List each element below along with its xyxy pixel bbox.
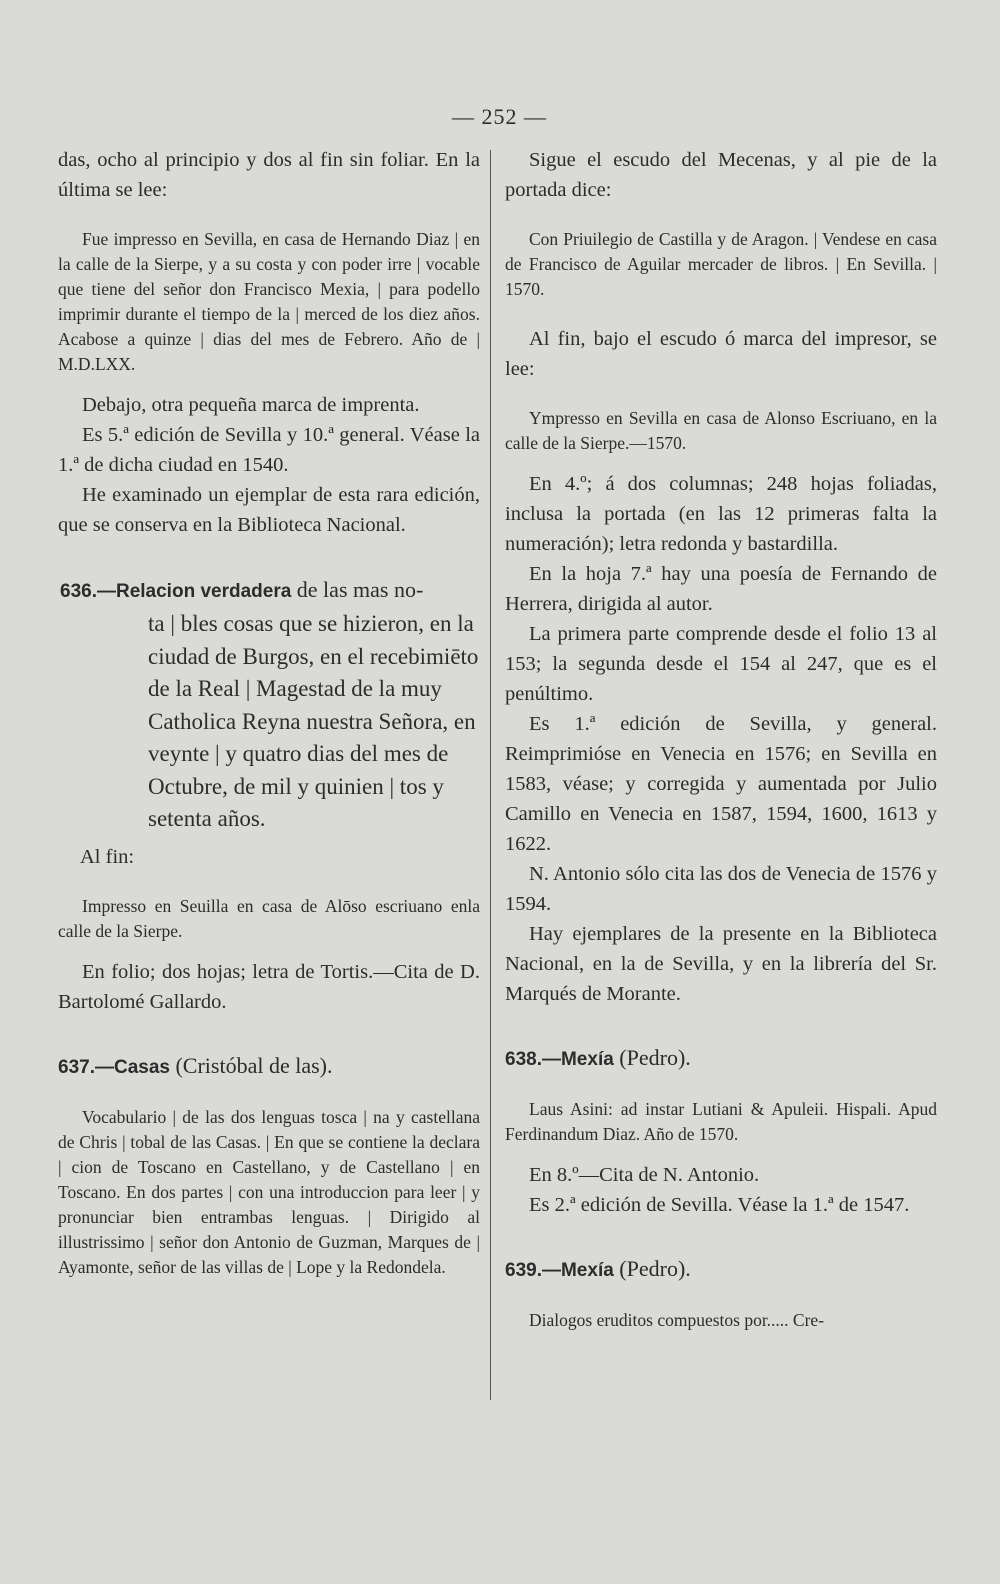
paragraph: En 8.º—Cita de N. Antonio.	[529, 1164, 760, 1186]
entry-author: —Mexía	[541, 1049, 614, 1070]
quote: Vocabulario | de las dos lenguas tosca | na y castellana de Chris | tobal de las Casas. | En que se contiene la declara | cion de Toscano en Castellano, y de Castellano | en Toscano. En dos partes | con una introduccion para leer | y pronunciar bien entrambas lenguas. | Dirigido al illustrissimo | señor don Antonio de Guzman, Marques de | Ayamonte, señor de las villas de | Lope y la Redondela.	[58, 1106, 480, 1277]
paragraph: En la hoja 7.ª hay una poesía de Fernando de Herrera, dirigida al autor.	[505, 563, 937, 615]
entry-author-rest: (Pedro).	[613, 1045, 691, 1070]
paragraph: Es 2.ª edición de Sevilla. Véase la 1.ª de 1547.	[529, 1194, 910, 1216]
column-divider	[490, 150, 491, 1400]
entry-author: —Relacion verdadera	[96, 581, 292, 602]
paragraph: En 4.º; á dos columnas; 248 hojas foliadas, inclusa la portada (en las 12 primeras falta la numeración); letra redonda y bastardilla.	[505, 473, 937, 555]
paragraph: das, ocho al principio y dos al fin sin foliar. En la última se lee:	[58, 149, 480, 201]
entry-author: —Mexía	[541, 1260, 614, 1281]
right-column	[505, 145, 937, 1333]
entry-author-rest: (Cristóbal de las).	[169, 1052, 333, 1078]
quote: Ympresso en Sevilla en casa de Alonso Escriuano, en la calle de la Sierpe.—1570.	[505, 408, 937, 453]
left-column	[58, 145, 480, 1280]
quote: Impresso en Seuilla en casa de Alōso escriuano enla calle de la Sierpe.	[58, 895, 480, 941]
entry-638-heading	[505, 1043, 937, 1075]
entry-number: 636.	[60, 581, 97, 602]
quote: Laus Asini: ad instar Lutiani & Apuleii. Hispali. Apud Ferdinandum Diaz. Año de 1570.	[505, 1099, 937, 1144]
quote: Fue impresso en Sevilla, en casa de Hernando Diaz | en la calle de la Sierpe, y a su costa y con poder irre | vocable que tiene del señor don Francisco Mexia, | para podello imprimir durante el tiempo de la | merced de los diez años. Acabose a quinze | dias del mes de Febrero. Año de | M.D.LXX.	[58, 229, 480, 374]
page-number: — 252 —	[452, 104, 547, 129]
entry-639-heading	[505, 1254, 937, 1286]
paragraph: Sigue el escudo del Mecenas, y al pie de la portada dice:	[505, 149, 937, 201]
al-fin-label: Al fin:	[80, 845, 135, 868]
paragraph: Es 5.ª edición de Sevilla y 10.ª general. Véase la 1.ª de dicha ciudad en 1540.	[58, 424, 480, 476]
paragraph: Debajo, otra pequeña marca de imprenta.	[82, 394, 420, 416]
paragraph: En folio; dos hojas; letra de Tortis.—Cita de D. Bartolomé Gallardo.	[58, 960, 480, 1013]
entry-number: 639.	[505, 1260, 542, 1281]
paragraph: Al fin, bajo el escudo ó marca del impresor, se lee:	[505, 328, 937, 380]
quote: Dialogos eruditos compuestos por..... Cre-	[529, 1310, 825, 1330]
paragraph: N. Antonio sólo cita las dos de Venecia de 1576 y 1594.	[505, 863, 937, 915]
entry-number: 638.	[505, 1049, 542, 1070]
quote: Con Priuilegio de Castilla y de Aragon. | Vendese en casa de Francisco de Aguilar mercader de libros. | En Sevilla. | 1570.	[505, 229, 937, 299]
entry-author: —Casas	[94, 1056, 170, 1078]
entry-title-start: de las mas no-	[291, 577, 424, 602]
entry-number: 637.	[58, 1056, 95, 1078]
paragraph: La primera parte comprende desde el folio 13 al 153; la segunda desde el 154 al 247, que es el penúltimo.	[505, 623, 937, 705]
entry-author-rest: (Pedro).	[613, 1256, 691, 1281]
entry-636-heading	[60, 574, 480, 608]
entry-636-title: ta | bles cosas que se hizieron, en la ciudad de Burgos, en el recebimiēto de la Real | Magestad de la muy Catholica Reyna nuestra Señora, en veynte | y quatro dias del mes de Octubre, de mil y quinien | tos y setenta años.	[148, 611, 479, 831]
paragraph: Hay ejemplares de la presente en la Biblioteca Nacional, en la de Sevilla, y en la librería del Sr. Marqués de Morante.	[505, 923, 937, 1005]
paragraph: Es 1.ª edición de Sevilla, y general. Reimprimióse en Venecia en 1576; en Sevilla en 1583, véase; y corregida y aumentada por Julio Camillo en Venecia en 1587, 1594, 1600, 1613 y 1622.	[505, 713, 937, 855]
paragraph: He examinado un ejemplar de esta rara edición, que se conserva en la Biblioteca Nacional.	[58, 484, 480, 536]
entry-637-heading	[58, 1051, 480, 1083]
